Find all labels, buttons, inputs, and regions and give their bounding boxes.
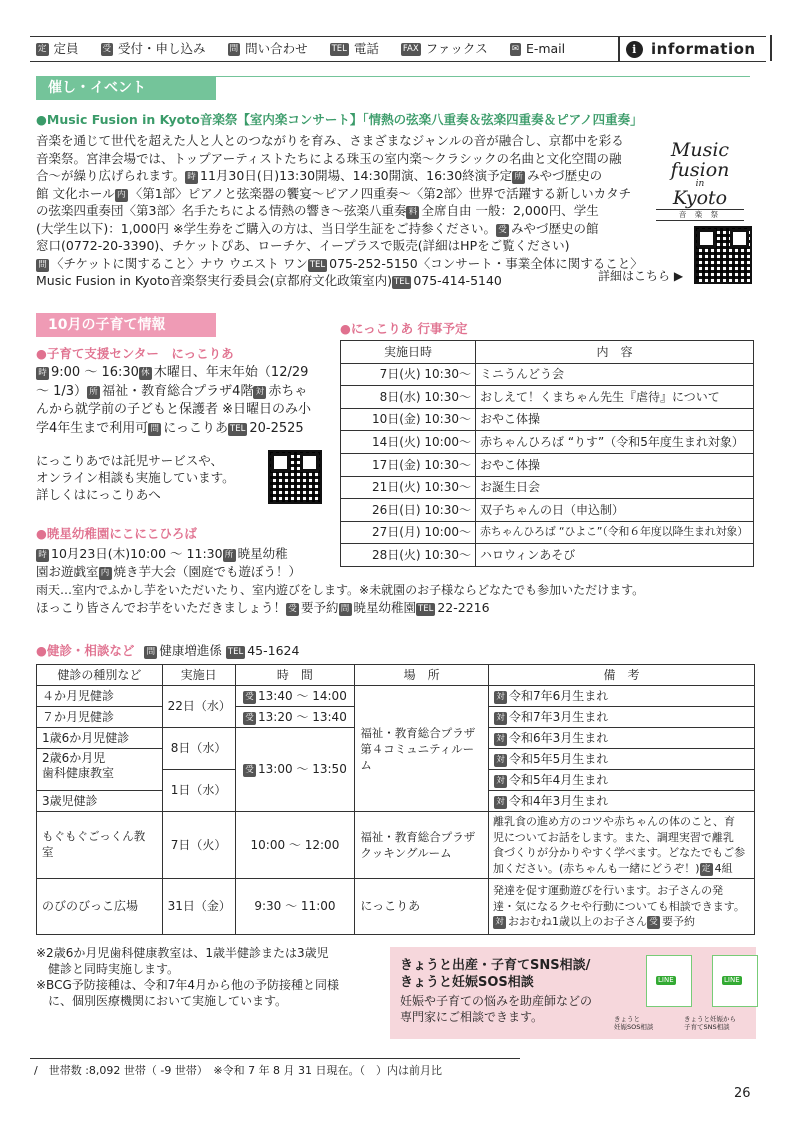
time-icon: 時	[185, 171, 198, 184]
event-inquiry-tel: 075-252-5150〈コンサート・事業全体に関すること〉	[329, 255, 643, 271]
checkup-type: 3歳児健診	[37, 791, 163, 812]
schedule-date: 27日(月) 10:00～	[341, 521, 476, 544]
checkup-date: 1日（水）	[162, 770, 235, 812]
center-target-cont: 学4年生まで利用可	[36, 420, 149, 436]
qr-code-sos[interactable]	[646, 955, 692, 1007]
schedule-content: おやこ体操	[476, 453, 754, 476]
schedule-date: 14日(火) 10:00～	[341, 431, 476, 454]
legend-email	[510, 41, 565, 58]
center-closed: 木曜日、年末年始（12/29	[153, 365, 309, 380]
checkup-note: 発達を促す運動遊びを行います。お子さんの発	[492, 884, 724, 898]
reception-icon: 受	[647, 916, 660, 929]
target-icon: 対	[494, 754, 507, 767]
health-notes	[36, 945, 376, 1009]
checkup-note: 食づくりが分かりやすく学べます。どなたでもご参	[492, 846, 746, 859]
checkup-time: 13:40 ～ 14:00	[258, 688, 347, 703]
checkup-date: 22日（水）	[162, 686, 235, 728]
legend-reception	[101, 41, 206, 58]
reception-icon: 受	[243, 712, 256, 725]
center-place: 福祉・教育総合プラザ4階	[102, 383, 254, 399]
schedule-date: 10日(金) 10:30～	[341, 408, 476, 431]
health-header: 時 間	[235, 665, 355, 686]
center-hours: 9:00 ～ 16:30	[51, 365, 139, 380]
event-program: 〈第1部〉ピアノと弦楽器の饗宴～ピアノ四重奏～〈第2部〉世界で活躍する新しいカタチ	[129, 185, 632, 201]
gyosei-line: ほっこり皆さんでお芋をいただきましょう！	[36, 600, 287, 615]
event-place: みやづ歴史の	[527, 168, 603, 183]
checkup-place: 福祉・教育総合プラザ	[360, 725, 476, 740]
event-ticket-place: みやづ歴史の館	[511, 220, 599, 236]
gyosei-place-cont: 園お遊戯室	[36, 564, 99, 579]
event-ticket-info: 窓口(0772-20-3390)、チケットぴあ、ローチケ、イープラスで販売(詳細はHPをご覧ください)	[36, 238, 570, 253]
checkup-date: 8日（水）	[162, 728, 235, 770]
schedule-content: おしえて！くまちゃん先生『虐待』について	[476, 386, 754, 409]
schedule-content: 赤ちゃんひろば “りす”（令和5年度生まれ対象）	[476, 431, 754, 454]
legend-label: 電話	[353, 40, 379, 56]
gyosei-inquiry: 暁星幼稚園	[353, 600, 417, 615]
sns-title: きょうと出産・子育てSNS相談/	[400, 958, 591, 973]
health-title-row	[36, 643, 299, 660]
gyosei-reservation: 要予約	[301, 600, 339, 615]
schedule-content: お誕生日会	[476, 476, 754, 499]
sns-title: きょうと妊娠SOS相談	[400, 975, 534, 990]
place-icon: 所	[87, 386, 100, 399]
event-datetime: 11月30日(日)13:30開場、14:30開演、16:30終演予定	[200, 168, 513, 183]
info-icon: i	[626, 41, 643, 58]
health-tel: 45-1624	[247, 643, 300, 658]
logo-text: in	[695, 179, 705, 189]
checkup-time: 9:30 ～ 11:00	[235, 879, 355, 935]
reception-icon: 受	[243, 764, 256, 777]
email-icon: ✉	[511, 43, 519, 54]
checkup-date: 7日（火）	[162, 812, 235, 879]
logo-text: Music fusion	[670, 139, 730, 181]
sns-consult-box	[390, 947, 756, 1039]
checkup-time: 13:00 ～ 13:50	[258, 762, 347, 777]
information-label: information	[651, 39, 756, 58]
checkup-note: 達・気になるクセや行動についても相談できます。	[492, 899, 745, 913]
table-row	[341, 431, 754, 454]
logo-text: 音 楽 祭	[656, 209, 744, 221]
health-inquiry: 健康増進係	[159, 643, 222, 658]
center-body	[36, 364, 336, 438]
checkup-type: のびのびっこ広場	[37, 879, 163, 935]
checkup-type: ４か月児健診	[37, 686, 163, 707]
qr-label: 妊娠SOS相談	[614, 1023, 654, 1031]
time-icon: 時	[36, 549, 49, 562]
legend-capacity	[36, 41, 79, 58]
reception-icon: 受	[243, 691, 256, 704]
event-line: 音楽祭。宮津会場では、トップアーティストたちによる珠玉の室内楽～クラシックの名曲と文化空間の融	[36, 150, 622, 166]
event-fee-cont: (大学生以下)：1,000円 ※学生券をご購入の方は、当日学生証をご持参ください。	[36, 220, 496, 236]
event-fee: 全席自由 一般：2,000円、学生	[421, 203, 599, 218]
schedule-header: 実施日時	[341, 341, 476, 364]
checkup-note: 令和7年3月生まれ	[508, 709, 609, 724]
event-inquiry: 〈チケットに関すること〉ナウ ウエスト ワン	[51, 255, 308, 271]
checkup-note: 令和5年4月生まれ	[508, 772, 609, 787]
gyosei-content: 焼き芋大会（園庭でも遊ぼう！）	[113, 564, 302, 579]
household-count: / 世帯数 :8,092 世帯（ -9 世帯） ※令和 7 年 8 月 31 日現在。（ ）内は前月比	[34, 1064, 443, 1077]
details-link[interactable]: 詳細はこちら ▶	[598, 269, 684, 283]
content-icon: 内	[115, 189, 128, 202]
target-icon: 対	[494, 733, 507, 746]
event-line: 音楽を通じて世代を超えた人と人とのつながりを育み、さまざまなジャンルの音が融合し、京都中を彩る	[36, 133, 624, 148]
tel-icon: TEL	[230, 423, 246, 434]
table-row	[341, 521, 754, 544]
target-icon: 対	[494, 691, 507, 704]
checkup-note: 離乳食の進め方のコツや赤ちゃんの体のこと、育	[492, 815, 735, 828]
schedule-content: 双子ちゃんの日（申込制）	[476, 499, 754, 522]
inquiry-icon: 問	[36, 259, 49, 272]
reception-icon: 受	[286, 603, 299, 616]
tel-icon: TEL	[394, 277, 410, 287]
table-row	[341, 408, 754, 431]
event-organizer-tel: 075-414-5140	[413, 273, 502, 288]
checkup-note: おおむね1歳以上のお子さん	[507, 915, 647, 929]
footer-divider	[30, 1058, 520, 1059]
event-line: 合～が繰り広げられます。	[36, 168, 186, 183]
music-fusion-logo	[640, 140, 760, 221]
health-header: 健診の種別など	[37, 665, 163, 686]
checkup-type: 1歳6か月児健診	[37, 728, 163, 749]
legend-label: 受付・申し込み	[118, 40, 206, 56]
legend-label: E-mail	[525, 40, 566, 56]
checkup-time: 10:00 ～ 12:00	[235, 812, 355, 879]
page-number: 26	[734, 1086, 751, 1101]
checkup-place: にっこりあ	[355, 879, 489, 935]
sns-desc: 専門家にご相談できます。	[400, 1010, 544, 1024]
schedule-date: 26日(日) 10:30～	[341, 499, 476, 522]
inquiry-icon: 問	[148, 423, 161, 436]
section-header-event: 催し・イベント	[36, 76, 216, 100]
sns-desc: 妊娠や子育ての悩みを助産師などの	[400, 994, 593, 1008]
schedule-content: ハロウィンあそび	[476, 544, 754, 567]
checkup-type: 2歳6か月児	[42, 751, 106, 765]
checkup-type: もぐもぐごっくん教室	[37, 812, 163, 879]
qr-code-event[interactable]	[694, 226, 752, 284]
schedule-header: 内 容	[476, 341, 754, 364]
table-row	[341, 363, 754, 386]
health-table	[36, 664, 755, 935]
target-icon: 対	[494, 712, 507, 725]
online-line: にっこりあでは託児サービスや、	[36, 453, 224, 468]
section-header-kids: 10月の子育て情報	[36, 313, 216, 337]
time-icon: 時	[36, 367, 49, 380]
qr-label: 子育てSNS相談	[684, 1023, 730, 1031]
checkup-reservation: 要予約	[661, 915, 695, 929]
target-icon: 対	[494, 775, 507, 788]
checkup-place: 第４コミュニティルーム	[360, 741, 475, 772]
tel-icon: TEL	[227, 647, 244, 657]
checkup-note: 令和6年3月生まれ	[508, 730, 609, 745]
line-logo: LINE	[658, 976, 674, 984]
event-organizer: Music Fusion in Kyoto音楽祭実行委員会(京都府文化政策室内)	[36, 273, 393, 288]
table-row	[341, 453, 754, 476]
note-line: 健診と同時実施します。	[36, 962, 180, 976]
tel-icon: TEL	[309, 259, 326, 270]
schedule-content: おやこ体操	[476, 408, 754, 431]
legend-bar	[30, 36, 766, 62]
legend-label: ファックス	[425, 40, 488, 56]
qr-label: きょうと	[614, 1015, 640, 1023]
content-icon: 内	[99, 567, 112, 580]
reception-icon: 受	[102, 43, 112, 54]
online-info	[36, 452, 266, 503]
qr-code-nikkoria[interactable]	[268, 450, 322, 504]
checkup-note: 令和4年3月生まれ	[508, 793, 609, 808]
checkup-date: 31日（金）	[162, 879, 235, 935]
capacity-icon: 定	[38, 43, 47, 54]
checkup-type: ７か月児健診	[37, 707, 163, 728]
inquiry-icon: 問	[144, 646, 157, 659]
event-program-cont: の弦楽四重奏団〈第3部〉名手たちによる情熱の響き～弦楽八重奏	[36, 203, 407, 218]
center-target-cont: んから就学前の子どもと保護者 ※日曜日のみ小	[36, 402, 312, 417]
table-row	[341, 499, 754, 522]
section-divider	[216, 76, 750, 77]
gyosei-tel: 22-2216	[437, 600, 490, 615]
legend-inquiry	[228, 41, 308, 58]
event-title: ●Music Fusion in Kyoto音楽祭【室内楽コンサート】「情熱の弦楽八重奏＆弦楽四重奏＆ピアノ四重奏」	[36, 112, 643, 127]
qr-label: きょうと妊娠から	[684, 1015, 736, 1023]
target-icon: 対	[494, 796, 507, 809]
gyosei-body	[36, 545, 756, 617]
line-logo: LINE	[724, 976, 740, 984]
schedule-date: 7日(火) 10:30～	[341, 363, 476, 386]
reception-icon: 受	[496, 224, 509, 237]
table-row	[341, 476, 754, 499]
closed-icon: 休	[139, 367, 152, 380]
health-header: 場 所	[355, 665, 489, 686]
table-row	[341, 386, 754, 409]
checkup-note: 児についてお話をします。また、調理実習で離乳	[492, 830, 734, 844]
information-badge	[618, 37, 766, 61]
gyosei-place: 暁星幼稚	[237, 546, 288, 561]
fax-icon: FAX	[402, 43, 419, 54]
inquiry-icon: 問	[339, 603, 352, 616]
center-closed-cont: ～ 1/3）	[36, 383, 88, 399]
health-title: ●健診・相談など	[36, 643, 135, 658]
legend-fax	[401, 41, 488, 58]
tel-icon: TEL	[418, 604, 434, 614]
schedule-date: 17日(金) 10:30～	[341, 453, 476, 476]
inquiry-icon: 問	[229, 43, 239, 54]
target-icon: 対	[493, 916, 506, 929]
table-row	[37, 812, 755, 879]
tel-icon: TEL	[331, 43, 347, 54]
online-line: 詳しくはにっこりあへ	[36, 487, 161, 502]
legend-label: 問い合わせ	[245, 40, 308, 56]
health-header: 備 考	[488, 665, 754, 686]
center-tel: 20-2525	[249, 420, 304, 436]
checkup-note: 令和7年6月生まれ	[508, 688, 609, 703]
checkup-capacity: 4組	[714, 861, 733, 875]
event-place-cont: 館 文化ホール	[36, 185, 115, 201]
gyosei-title: ●暁星幼稚園にこにこひろば	[36, 526, 197, 541]
checkup-type: 歯科健康教室	[42, 766, 115, 780]
checkup-note: 加ください。(赤ちゃんも一緒にどうぞ！)	[492, 861, 700, 875]
health-header: 実施日	[162, 665, 235, 686]
schedule-content: ミニうんどう会	[476, 363, 754, 386]
fee-icon: 料	[406, 206, 419, 219]
checkup-time: 13:20 ～ 13:40	[258, 709, 347, 724]
center-inquiry: にっこりあ	[163, 420, 229, 436]
note-line: に、個別医療機関において実施しています。	[36, 994, 288, 1008]
schedule-date: 8日(水) 10:30～	[341, 386, 476, 409]
table-row	[37, 879, 755, 935]
center-target: 赤ちゃ	[268, 383, 308, 399]
checkup-place: 福祉・教育総合プラザ	[360, 830, 476, 844]
schedule-title: ●にっこりあ 行事予定	[340, 321, 468, 336]
qr-code-sns[interactable]	[712, 955, 758, 1007]
schedule-date: 21日(火) 10:30～	[341, 476, 476, 499]
checkup-place: クッキングルーム	[360, 846, 452, 860]
capacity-icon: 定	[700, 863, 713, 876]
online-line: オンライン相談も実施しています。	[36, 470, 235, 485]
place-icon: 所	[512, 171, 525, 184]
note-line: ※2歳6か月児歯科健康教室は、1歳半健診または3歳児	[36, 946, 329, 960]
schedule-content: 赤ちゃんひろば “ひよこ”（令和６年度以降生まれ対象）	[476, 521, 754, 544]
target-icon: 対	[253, 386, 266, 399]
note-line: ※BCG予防接種は、令和7年4月から他の予防接種と同様	[36, 978, 340, 992]
gyosei-datetime: 10月23日(木)10:00 ～ 11:30	[51, 546, 223, 561]
logo-text: Kyoto	[672, 187, 728, 209]
table-row	[37, 686, 755, 707]
center-title: ●子育て支援センター にっこりあ	[36, 346, 234, 361]
place-icon: 所	[223, 549, 236, 562]
checkup-note: 令和5年5月生まれ	[508, 751, 609, 766]
legend-tel	[330, 41, 379, 58]
schedule-table	[340, 340, 754, 567]
gyosei-rain: 雨天…室内でふかし芋をいただいたり、室内遊びをします。※未就園のお子様ならどなたでも参加いただけます。	[36, 583, 645, 597]
legend-label: 定員	[53, 40, 79, 56]
schedule-date: 28日(火) 10:30～	[341, 544, 476, 567]
